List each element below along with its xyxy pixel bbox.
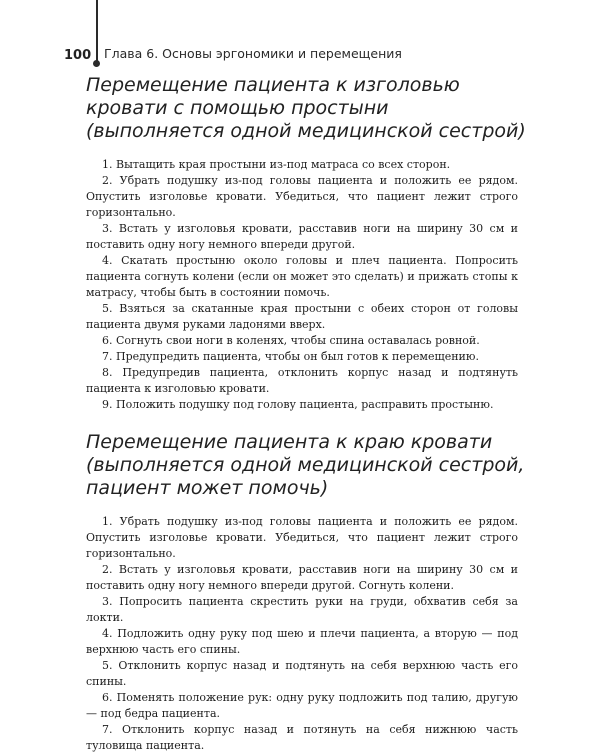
section-move-to-bed-edge — [86, 431, 525, 754]
section-title-line: пациент может помочь) — [86, 477, 329, 499]
header-divider-dot — [93, 60, 100, 67]
section-title-line: Перемещение пациента к краю кровати — [86, 431, 493, 453]
step-item: 7. Отклонить корпус назад и потянуть на себя нижнюю часть туловища пациента. — [86, 723, 518, 752]
section-move-to-headboard — [86, 74, 526, 413]
page-content — [86, 74, 526, 754]
page-number: 100 — [64, 47, 92, 63]
section-title-line: (выполняется одной медицинской сестрой, — [86, 454, 525, 476]
section-title — [86, 431, 525, 500]
step-item: 4. Скатать простыню около головы и плеч пациента. Попросить пациента согнуть колени (если он может это сделать) и прижать стопы к матрасу, чтобы быть в состоянии помочь. — [86, 254, 518, 299]
step-item: 2. Убрать подушку из-под головы пациента и положить ее рядом. Опустить изголовье кровати. Убедиться, что пациент лежит строго горизонтально. — [86, 174, 518, 219]
step-item: 5. Отклонить корпус назад и подтянуть на себя верхнюю часть его спины. — [86, 659, 518, 688]
step-item: 5. Взяться за скатанные края простыни с обеих сторон от головы пациента двумя руками ладонями вверх. — [86, 302, 518, 331]
step-item: 8. Предупредив пациента, отклонить корпус назад и подтянуть пациента к изголовью кровати. — [86, 366, 518, 395]
chapter-title: Глава 6. Основы эргономики и перемещения — [104, 46, 402, 61]
step-item: 4. Подложить одну руку под шею и плечи пациента, а вторую — под верхнюю часть его спины. — [86, 627, 518, 656]
section-title-line: кровати с помощью простыни — [86, 97, 389, 119]
step-item: 6. Поменять положение рук: одну руку подложить под талию, другую — под бедра пациента. — [86, 691, 518, 720]
step-item: 1. Вытащить края простыни из-под матраса со всех сторон. — [102, 158, 451, 171]
section-title — [86, 74, 526, 143]
section-title-line: (выполняется одной медицинской сестрой) — [86, 120, 526, 142]
step-item: 2. Встать у изголовья кровати, расставив ноги на ширину 30 см и поставить одну ногу немного впереди другой. Согнуть колени. — [86, 563, 518, 592]
step-item: 3. Попросить пациента скрестить руки на груди, обхватив себя за локти. — [86, 595, 518, 624]
section-title-line: Перемещение пациента к изголовью — [86, 74, 460, 96]
step-item: 1. Убрать подушку из-под головы пациента и положить ее рядом. Опустить изголовье кровати. Убедиться, что пациент лежит строго горизонтально. — [86, 515, 518, 560]
step-item: 3. Встать у изголовья кровати, расставив ноги на ширину 30 см и поставить одну ногу немного впереди другой. — [86, 222, 518, 251]
step-item: 9. Положить подушку под голову пациента, расправить простыню. — [102, 398, 494, 411]
header-divider — [96, 0, 98, 62]
step-item: 7. Предупредить пациента, чтобы он был готов к перемещению. — [102, 350, 479, 363]
page-header — [64, 44, 91, 66]
step-item: 6. Согнуть свои ноги в коленях, чтобы спина оставалась ровной. — [102, 334, 480, 347]
